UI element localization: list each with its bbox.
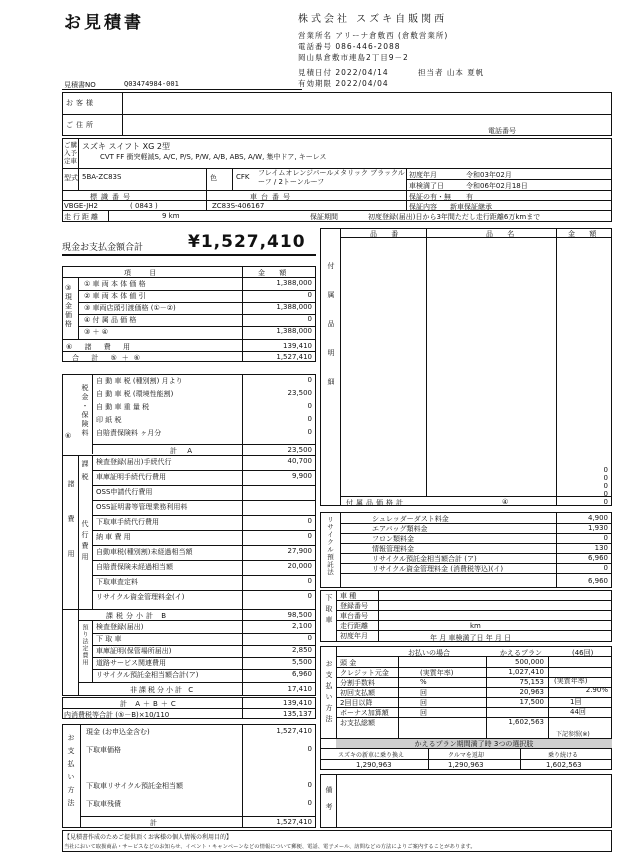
fees-side-label: 諸費用	[67, 480, 75, 585]
row-divider	[336, 600, 612, 601]
payment-table	[62, 724, 316, 828]
inst-row-col1: 回	[420, 699, 427, 707]
item-header: 項 目	[124, 269, 165, 277]
color-name: フレイムオレンジパールメタリック ブラックルーフ / 2トーンルーフ	[258, 169, 405, 186]
row-divider	[336, 610, 612, 611]
remarks-box	[320, 774, 612, 828]
first-reg: 令和03年02月	[466, 171, 512, 179]
taxable-side-label: 課税	[81, 460, 89, 486]
cash-total-value: ¥1,527,410	[188, 232, 306, 252]
inst-row-col2: 1,027,410	[508, 668, 544, 676]
inst-row-label: 分割手数料	[340, 679, 375, 687]
valid-until: 有効期限 2022/04/04	[298, 79, 389, 88]
tax-row-label: 自 動 車 税 (環境性能割)	[96, 390, 174, 398]
first-reg-label: 初度年月	[409, 171, 437, 179]
row-divider	[340, 573, 612, 574]
inst-row-col1: (実質年率)	[420, 669, 454, 677]
row-divider	[92, 515, 316, 516]
purchase-label: ご購入予定車	[64, 141, 77, 165]
payment-row-value: 0	[307, 781, 312, 789]
row-divider	[336, 630, 612, 631]
price-row-value: 0	[307, 315, 312, 323]
tax-row-value: 0	[307, 428, 312, 436]
inspection-label: 車検満了日	[409, 182, 444, 190]
fee-row-label: 下取車査定料	[96, 578, 138, 586]
fee-row-label: OSS申請代行費用	[96, 488, 153, 496]
nontax-subtotal-label: 非課税分小計 C	[130, 686, 196, 694]
inst-row-label: お支払総額	[340, 719, 375, 727]
row-divider	[336, 687, 612, 688]
dealer-address: 岡山県倉敷市連島2丁目9－2	[298, 53, 409, 62]
price-row-value: 1,388,000	[276, 303, 312, 311]
row-divider	[92, 560, 316, 561]
trade-mileage-unit: km	[470, 622, 481, 630]
acc-total-label: 付属品価格計	[346, 499, 406, 507]
fee-row-value: 20,000	[287, 562, 312, 570]
payment-side-label: お支払い方法	[67, 734, 75, 812]
accessories-side-label: 付属品明細	[327, 262, 335, 407]
row-divider	[336, 697, 612, 698]
warranty-value: 有	[466, 193, 473, 201]
acc-col-amount: 金 額	[568, 230, 603, 238]
balloon-label: 下記参照(※)	[556, 731, 590, 738]
times-1: 1回	[570, 698, 582, 706]
mileage-value: 9 km	[162, 212, 180, 220]
plan-months: (46回)	[572, 649, 594, 657]
chassis-no: ZC83S-406167	[212, 202, 265, 210]
trade-row-label: 登録番号	[340, 602, 368, 610]
option3-value: 1,602,563	[546, 761, 582, 769]
fee-row-label: 自動車税(種別割)未経過相当額	[96, 548, 193, 556]
fee-row-label: リサイクル資金管理料金(イ)	[96, 593, 185, 601]
vehicle-spec: CVT FF 衝突軽減S, A/C, P/S, P/W, A/B, ABS, A/W, 集中ドア, キーレス	[100, 153, 327, 161]
option1-value: 1,290,963	[356, 761, 392, 769]
recycle-total-value: 6,960	[587, 577, 608, 585]
agency-side-label: 代行費用	[81, 520, 89, 564]
amount-header: 金 額	[258, 269, 293, 277]
taxable-subtotal-label: 課税分小計 B	[106, 612, 170, 620]
price-row-label: ④ 付 属 品 価 格	[84, 316, 137, 324]
warranty-content-label: 保証内容	[409, 203, 437, 211]
total-value: 1,527,410	[276, 353, 312, 361]
deposit-row-label: 車庫証明(保管場所届出)	[96, 647, 172, 655]
row-divider	[78, 302, 316, 303]
trade-row-label: 走行距離	[340, 622, 368, 630]
row-divider	[92, 657, 316, 658]
times-2: 44回	[570, 708, 586, 716]
deposit-row-label: 道路サービス関連費用	[96, 659, 166, 667]
dealer-phone: 電話番号 086-446-2088	[298, 42, 401, 51]
plate-label: 標識番号	[90, 193, 134, 201]
row-divider	[92, 645, 316, 646]
row-divider	[78, 314, 316, 315]
acc-zero-value: 0	[603, 482, 608, 490]
acc-zero-value: 0	[603, 466, 608, 474]
payment-row-value: 0	[307, 745, 312, 753]
vehicle-type: 5BA-ZC83S	[82, 173, 122, 181]
tax-row-value: 0	[307, 415, 312, 423]
privacy-text: 当社において取扱商品・サービスなどのお知らせ、イベント・キャンペーンなどの情報について郵便、電話、電子メール、訪問などの方法によりご案内することがあります。	[64, 844, 476, 850]
row-divider	[78, 326, 316, 327]
row-divider	[92, 485, 316, 486]
type-label: 型式	[64, 174, 78, 182]
trade-first-reg-suffix: 年 月 車検満了日 年 月 日	[430, 634, 512, 642]
inspection-date: 令和06年02月18日	[466, 182, 528, 190]
payment-row-label: 現金 (お申込金含む)	[86, 728, 150, 736]
vehicle-model: スズキ スイフト XG 2型	[82, 142, 170, 151]
acc-col-number: 品 番	[370, 230, 405, 238]
estimate-date: 見積日付 2022/04/14	[298, 68, 389, 77]
payment-row-value: 0	[307, 799, 312, 807]
tax-row-label: 自 動 車 税 (種別割) 月より	[96, 377, 183, 385]
option2-label: クルマを返却	[448, 752, 484, 759]
recycle-side-label: リサイクル預託法	[326, 516, 334, 576]
row-divider	[336, 677, 612, 678]
deposit-row-label: 検査登録(届出)	[96, 623, 144, 631]
fee-row-label: OSS証明書等管理業務利用料	[96, 503, 188, 511]
row-divider	[92, 470, 316, 471]
row-divider	[92, 669, 316, 670]
inst-row-col2: 20,963	[519, 688, 544, 696]
fee-row-value: 0	[307, 532, 312, 540]
payment-row-label: 下取車リサイクル預託金相当額	[86, 782, 184, 790]
price-row-value: 1,388,000	[276, 279, 312, 287]
model-code-note: ( 0843 )	[130, 202, 158, 210]
fee-row-value: 0	[307, 577, 312, 585]
price-row-label: ③ 車両店頭引渡価格 (①－②)	[84, 304, 176, 312]
tax-row-value: 23,500	[287, 389, 312, 397]
tax-row-label: 自賠責保険料 ヶ月分	[96, 429, 162, 437]
cash-price-label: ③ 現金価格	[65, 284, 72, 328]
recycle-row-label: フロン類料金	[372, 535, 414, 543]
fee-row-label: 下取車手続代行費用	[96, 518, 159, 526]
inst-row-col2: 75,153	[519, 678, 544, 686]
deposit-row-value: 0	[307, 634, 312, 642]
tax-row-label: 印 紙 税	[96, 416, 122, 424]
payment-row-value: 1,527,410	[276, 727, 312, 735]
tax-subtotal-value: 23,500	[287, 446, 312, 454]
row-divider	[336, 717, 612, 718]
fees-label: ⑥ 諸 費 用	[66, 343, 135, 351]
recycle-row-value: 4,900	[587, 514, 608, 522]
trade-row-label: 車台番号	[340, 612, 368, 620]
row-divider	[92, 500, 316, 501]
inst-row-col1: 回	[420, 689, 427, 697]
sales-office: 営業所名 アリーナ倉敷西 (倉敷営業所)	[298, 31, 449, 40]
row-divider	[92, 530, 316, 531]
divider	[62, 89, 302, 90]
installment-side-label: お支払い方法	[325, 660, 333, 726]
apr-value: 2.90%	[585, 686, 608, 694]
fees-total-label: 計 A＋B＋C	[120, 700, 179, 708]
consumption-tax-label: 内消費税等合計 (⑤－B)×10/110	[64, 711, 170, 719]
fee-row-value: 0	[307, 517, 312, 525]
price-row-label: ① 車 両 本 体 価 格	[84, 280, 146, 288]
row-divider	[78, 290, 316, 291]
price-row-label: ② 車 両 本 体 値 引	[84, 292, 146, 300]
tax-subtotal-label: 計 A	[170, 447, 197, 455]
warranty-period: 初度登録(届出)日から3年間ただし走行距離6万kmまで	[368, 213, 541, 221]
fee-row-label: 車庫証明手続代行費用	[96, 473, 166, 481]
fee-row-value: 27,900	[287, 547, 312, 555]
recycle-row-label: シュレッダーダスト料金	[372, 515, 449, 523]
tax-side-label: 税金・保険料	[81, 384, 89, 438]
row-divider	[336, 620, 612, 621]
recycle-row-value: 0	[603, 534, 608, 542]
inst-row-col1: 回	[420, 709, 427, 717]
document-title: お見積書	[64, 13, 144, 33]
tax-row-label: 自 動 車 重 量 税	[96, 403, 150, 411]
deposit-row-value: 2,850	[291, 646, 312, 654]
fee-row-value: 9,900	[291, 472, 312, 480]
inst-row-col1: %	[420, 678, 427, 686]
fee-row-value: 40,700	[287, 457, 312, 465]
acc-total-mark: ④	[502, 498, 509, 506]
row-divider	[92, 575, 316, 576]
deposit-row-value: 2,100	[291, 622, 312, 630]
acc-total-value: 0	[603, 498, 608, 506]
fees-total-value: 139,410	[283, 699, 312, 707]
recycle-row-label: リサイクル預託金相当額合計 (ア)	[372, 555, 477, 563]
warranty-label: 保証の有・無	[409, 193, 451, 201]
trade-in-side-label: 下取車	[325, 594, 333, 627]
mileage-label: 走行距離	[64, 213, 100, 221]
acc-zero-value: 0	[603, 490, 608, 498]
recycle-row-value: 6,960	[587, 554, 608, 562]
estimate-no: Q03474984-001	[124, 80, 179, 88]
cash-total-label: 現金お支払金額合計	[62, 243, 144, 253]
inst-row-label: クレジット元金	[340, 669, 389, 677]
inst-row-col2: 17,500	[519, 698, 544, 706]
fee-row-label: 自賠責保険未経過相当額	[96, 563, 173, 571]
payment-total-label: 計	[150, 819, 157, 827]
chassis-label: 車台番号	[250, 193, 294, 201]
model-code: VBGE-JH2	[64, 202, 99, 210]
payment-total-value: 1,527,410	[276, 818, 312, 826]
privacy-heading: 【見積書作成のためご提供頂くお客様の個人情報の利用目的】	[64, 834, 233, 841]
inst-row-col2: 1,602,563	[508, 718, 544, 726]
trade-row-label: 車 種	[340, 592, 357, 600]
inst-row-col2: 500,000	[515, 658, 544, 666]
recycle-row-value: 0	[603, 564, 608, 572]
row-divider	[336, 667, 612, 668]
price-row-value: 1,388,000	[276, 327, 312, 335]
apr-label: (実質年率)	[554, 677, 588, 685]
deposit-row-label: リサイクル預託金相当額合計(ア)	[96, 671, 199, 679]
color-label: 色	[210, 174, 217, 182]
recycle-row-label: エアバッグ類料金	[372, 525, 428, 533]
row-divider	[92, 633, 316, 634]
price-row-value: 0	[307, 291, 312, 299]
deposit-row-value: 6,960	[291, 670, 312, 678]
fee-row-label: 検査登録(届出)手続代行	[96, 458, 172, 466]
recycle-row-label: リサイクル資金管理料金 (消費税等込)(イ)	[372, 565, 504, 573]
inst-row-label: 初回支払額	[340, 689, 375, 697]
dealer-name: 株式会社 スズキ自販関西	[298, 14, 448, 25]
installment-header: お払いの場合	[408, 649, 450, 657]
price-row-label: ③ ＋ ④	[84, 328, 109, 336]
warranty-content: 新車保証継承	[450, 203, 492, 211]
staff: 担当者 山本 夏帆	[418, 68, 485, 77]
customer-name-label: お客様	[66, 99, 96, 107]
payment-row-label: 下取車残債	[86, 800, 121, 808]
remarks-label: 備考	[325, 786, 333, 820]
consumption-tax-value: 135,137	[283, 710, 312, 718]
fee-row-value: 0	[307, 592, 312, 600]
tax-row-value: 0	[307, 376, 312, 384]
row-divider	[92, 590, 316, 591]
acc-col-name: 品 名	[486, 230, 521, 238]
total-label: 合 計 ⑤＋⑥	[72, 354, 146, 362]
accessories-table	[320, 228, 612, 506]
plan-header: かえるプラン	[500, 649, 542, 657]
row-divider	[92, 545, 316, 546]
recycle-row-value: 1,930	[587, 524, 608, 532]
tax-row-value: 0	[307, 402, 312, 410]
color-code: CFK	[236, 173, 250, 181]
customer-address-label: ご住所	[66, 121, 96, 129]
estimate-no-label: 見積書NO	[64, 81, 96, 89]
tax-section-mark: ⑥	[65, 432, 72, 440]
trade-row-label: 初度年月	[340, 632, 368, 640]
option3-label: 乗り続ける	[548, 752, 579, 759]
deposit-row-label: 下 取 車	[96, 635, 122, 643]
recycle-row-label: 情報管理料金	[372, 545, 414, 553]
kaeru-label: かえるプラン期間満了時 3つの選択肢	[336, 739, 612, 749]
payment-row-label: 下取車価格	[86, 746, 121, 754]
fees-value: 139,410	[283, 342, 312, 350]
taxable-subtotal-value: 98,500	[287, 611, 312, 619]
customer-phone-label: 電話番号	[488, 127, 516, 135]
inst-row-label: 頭 金	[340, 659, 357, 667]
recycle-row-value: 130	[594, 544, 608, 552]
inst-row-label: ボーナス加算額	[340, 709, 389, 717]
row-divider	[336, 707, 612, 708]
inst-row-label: 2回目以降	[340, 699, 373, 707]
nontax-subtotal-value: 17,410	[287, 685, 312, 693]
acc-zero-value: 0	[603, 474, 608, 482]
warranty-period-label: 保証期間	[310, 213, 338, 221]
option2-value: 1,290,963	[448, 761, 484, 769]
deposit-row-value: 5,500	[291, 658, 312, 666]
deposit-side-label: 預り法定費用	[81, 624, 88, 666]
fee-row-label: 納 車 費 用	[96, 533, 131, 541]
option1-label: スズキの新車に乗り換え	[338, 752, 405, 759]
